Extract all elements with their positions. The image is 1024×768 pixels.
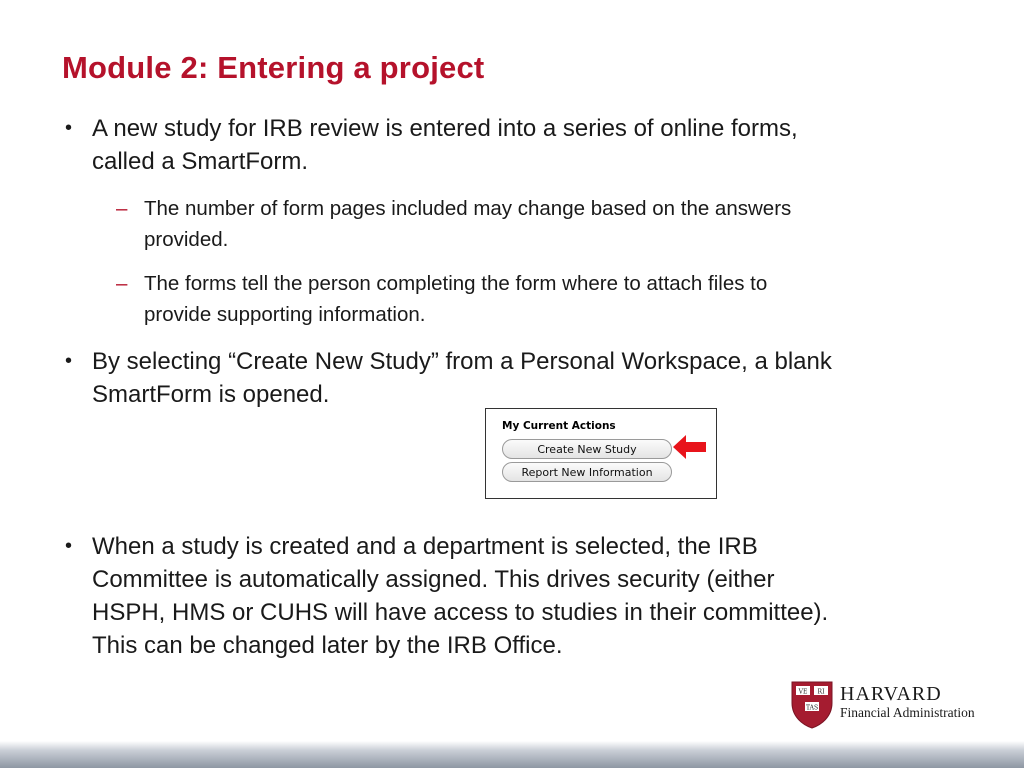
logo-subtitle: Financial Administration: [840, 705, 975, 720]
footer-bar: [0, 741, 1024, 768]
bullet-3-line-1: When a study is created and a department is selected, the IRB: [92, 533, 758, 560]
bullet-3-line-3: HSPH, HMS or CUHS will have access to studies in their committee).: [92, 599, 829, 626]
current-actions-header: My Current Actions: [502, 420, 616, 432]
harvard-shield-icon: [791, 681, 833, 729]
shield-text-tas: TAS: [805, 704, 819, 712]
sub-bullet-symbol: –: [116, 272, 128, 295]
sub-bullet-1-line-1: The number of form pages included may change based on the answers: [144, 197, 792, 220]
bullet-1-line-2: called a SmartForm.: [92, 148, 309, 175]
sub-bullet-1: [116, 193, 984, 255]
left-arrow-icon: [673, 434, 707, 460]
bullet-2-line-2: SmartForm is opened.: [92, 381, 330, 408]
sub-bullet-symbol: –: [116, 197, 128, 220]
bullet-symbol: •: [65, 350, 73, 372]
logo-name: HARVARD: [840, 683, 942, 705]
sub-bullet-2-line-2: provide supporting information.: [144, 303, 426, 326]
bullet-3-line-4: This can be changed later by the IRB Office.: [92, 632, 563, 659]
shield-text-ri: RI: [817, 688, 825, 696]
bullet-symbol: •: [65, 117, 73, 139]
bullet-symbol: •: [65, 535, 73, 557]
sub-bullet-2: [116, 268, 984, 330]
bullet-1: [65, 112, 992, 178]
sub-bullet-2-line-1: The forms tell the person completing the form where to attach files to: [144, 272, 768, 295]
bullet-3: [65, 530, 992, 662]
slide-title: Module 2: Entering a project: [62, 50, 485, 85]
shield-text-ve: VE: [798, 688, 808, 696]
report-new-information-button[interactable]: Report New Information: [502, 462, 672, 482]
bullet-3-line-2: Committee is automatically assigned. This drives security (either: [92, 566, 775, 593]
bullet-2: [65, 345, 992, 411]
bullet-2-line-1: By selecting “Create New Study” from a Personal Workspace, a blank: [92, 348, 832, 375]
bullet-1-line-1: A new study for IRB review is entered into a series of online forms,: [92, 115, 798, 142]
sub-bullet-1-line-2: provided.: [144, 228, 229, 251]
create-new-study-button[interactable]: Create New Study: [502, 439, 672, 459]
